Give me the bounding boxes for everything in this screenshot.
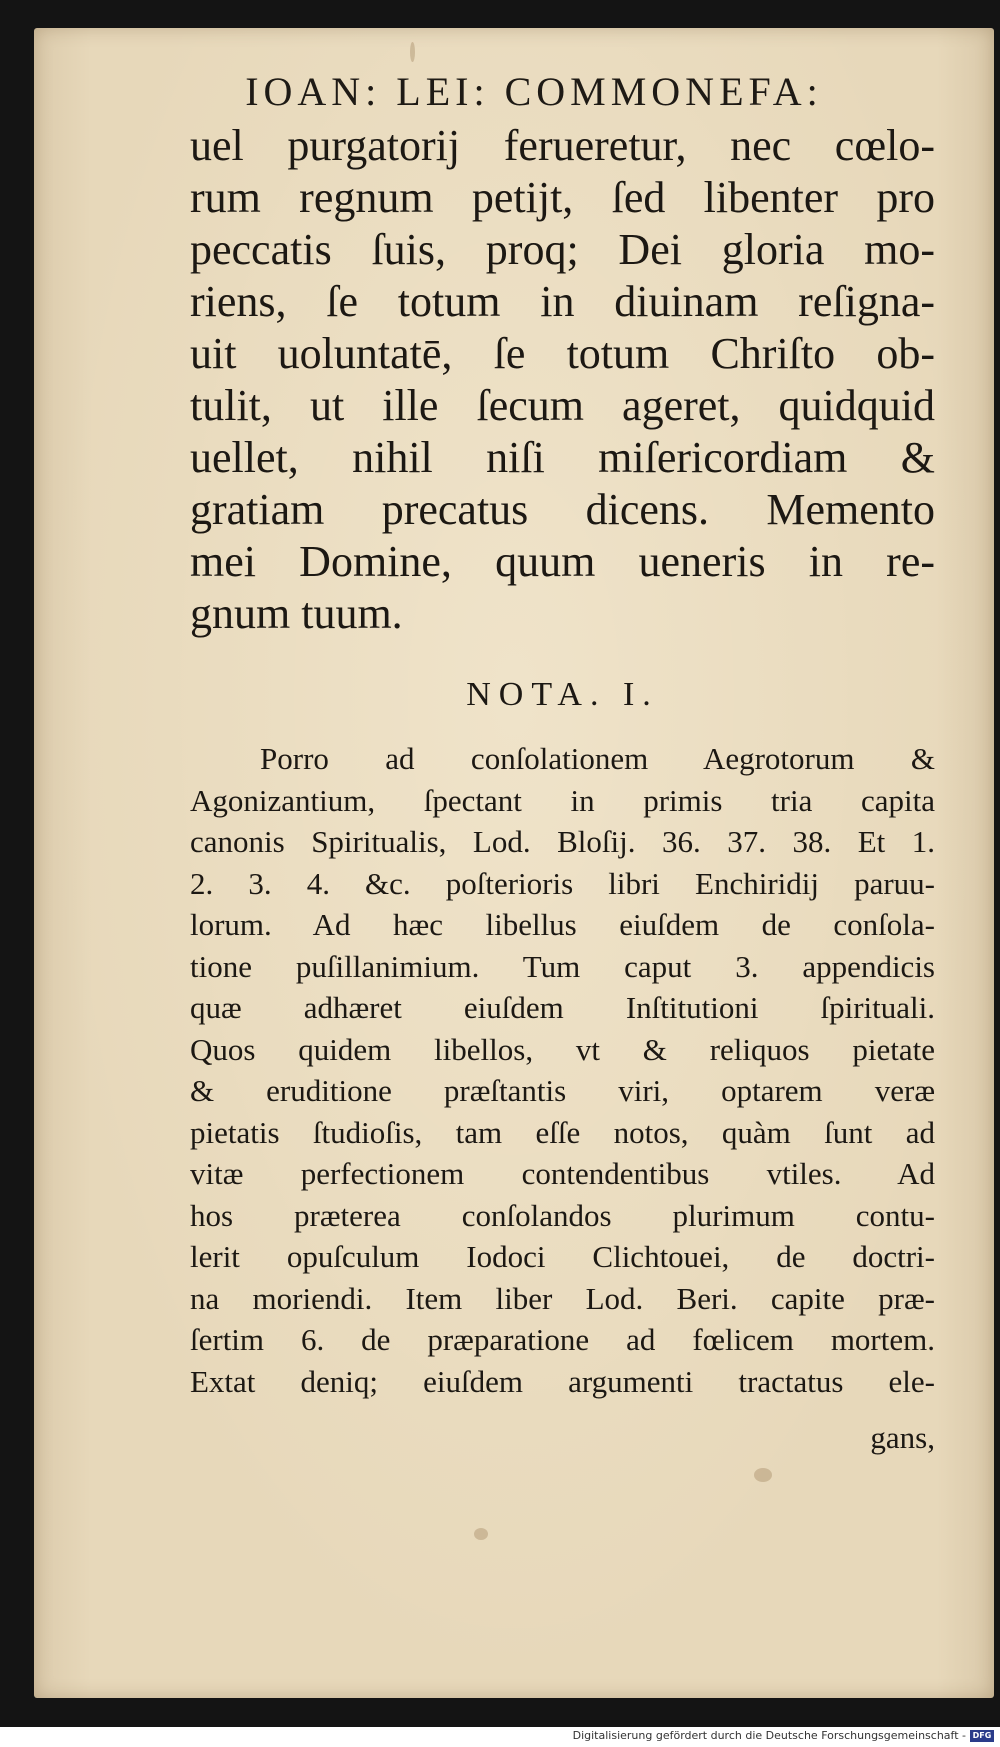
note-line: quæ adhæret eiuſdem Inſtitutioni ſpirituali. bbox=[190, 990, 935, 1025]
note-text-block bbox=[190, 738, 935, 1402]
paper-stain bbox=[410, 42, 415, 62]
digitization-footer bbox=[0, 1727, 1000, 1747]
note-line: vitæ perfectionem contendentibus vtiles. Ad bbox=[190, 1156, 935, 1191]
paper-stain bbox=[474, 1528, 488, 1540]
text-line: mei Domine, quum ueneris in re- bbox=[190, 537, 935, 586]
note-line: tione puſillanimium. Tum caput 3. appendicis bbox=[190, 948, 935, 984]
running-head: IOAN: LEI: COMMONEFA: bbox=[245, 69, 823, 114]
text-line: tulit, ut ille ſecum ageret, quidquid bbox=[190, 381, 935, 430]
note-line: pietatis ſtudioſis, tam eſſe notos, quàm ſunt ad bbox=[190, 1114, 935, 1150]
text-line: uit uoluntatē, ſe totum Chriſto ob- bbox=[190, 329, 935, 378]
note-line: Quos quidem libellos, vt & reliquos pietate bbox=[190, 1031, 935, 1067]
note-line: lerit opuſculum Iodoci Clichtouei, de doctri- bbox=[190, 1239, 935, 1274]
dfg-logo-icon: DFG bbox=[970, 1730, 994, 1742]
note-line: Porro ad conſolationem Aegrotorum & bbox=[260, 741, 935, 776]
text-line: gratiam precatus dicens. Memento bbox=[190, 485, 935, 534]
text-line: rum regnum petijt, ſed libenter pro bbox=[190, 173, 935, 222]
note-line: Extat deniq; eiuſdem argumenti tractatus ele- bbox=[190, 1363, 935, 1399]
text-line: uel purgatorij ferueretur, nec cœlo- bbox=[190, 121, 935, 170]
note-line: hos præterea conſolandos plurimum contu- bbox=[190, 1197, 935, 1233]
note-line: lorum. Ad hæc libellus eiuſdem de conſola- bbox=[190, 907, 935, 942]
text-line: peccatis ſuis, proq; Dei gloria mo- bbox=[190, 225, 935, 274]
text-line: gnum tuum. bbox=[190, 589, 403, 638]
section-heading: NOTA. I. bbox=[466, 676, 659, 713]
text-line: uellet, nihil niſi miſericordiam & bbox=[190, 433, 935, 482]
catchword: gans, bbox=[870, 1420, 935, 1455]
main-text-block bbox=[190, 120, 935, 640]
footer-credit: Digitalisierung gefördert durch die Deutsche Forschungsgemeinschaft - bbox=[572, 1729, 966, 1742]
note-line: ſertim 6. de præparatione ad fœlicem mortem. bbox=[190, 1322, 935, 1357]
text-line: riens, ſe totum in diuinam reſigna- bbox=[190, 277, 935, 326]
paper-stain bbox=[754, 1468, 772, 1482]
note-line: & eruditione præſtantis viri, optarem veræ bbox=[190, 1073, 935, 1108]
note-line: canonis Spiritualis, Lod. Bloſij. 36. 37. 38. Et 1. bbox=[190, 824, 935, 859]
note-line: 2. 3. 4. &c. poſterioris libri Enchiridij paruu- bbox=[190, 865, 935, 901]
note-line: Agonizantium, ſpectant in primis tria capita bbox=[190, 782, 935, 818]
note-line: na moriendi. Item liber Lod. Beri. capite præ- bbox=[190, 1280, 935, 1316]
